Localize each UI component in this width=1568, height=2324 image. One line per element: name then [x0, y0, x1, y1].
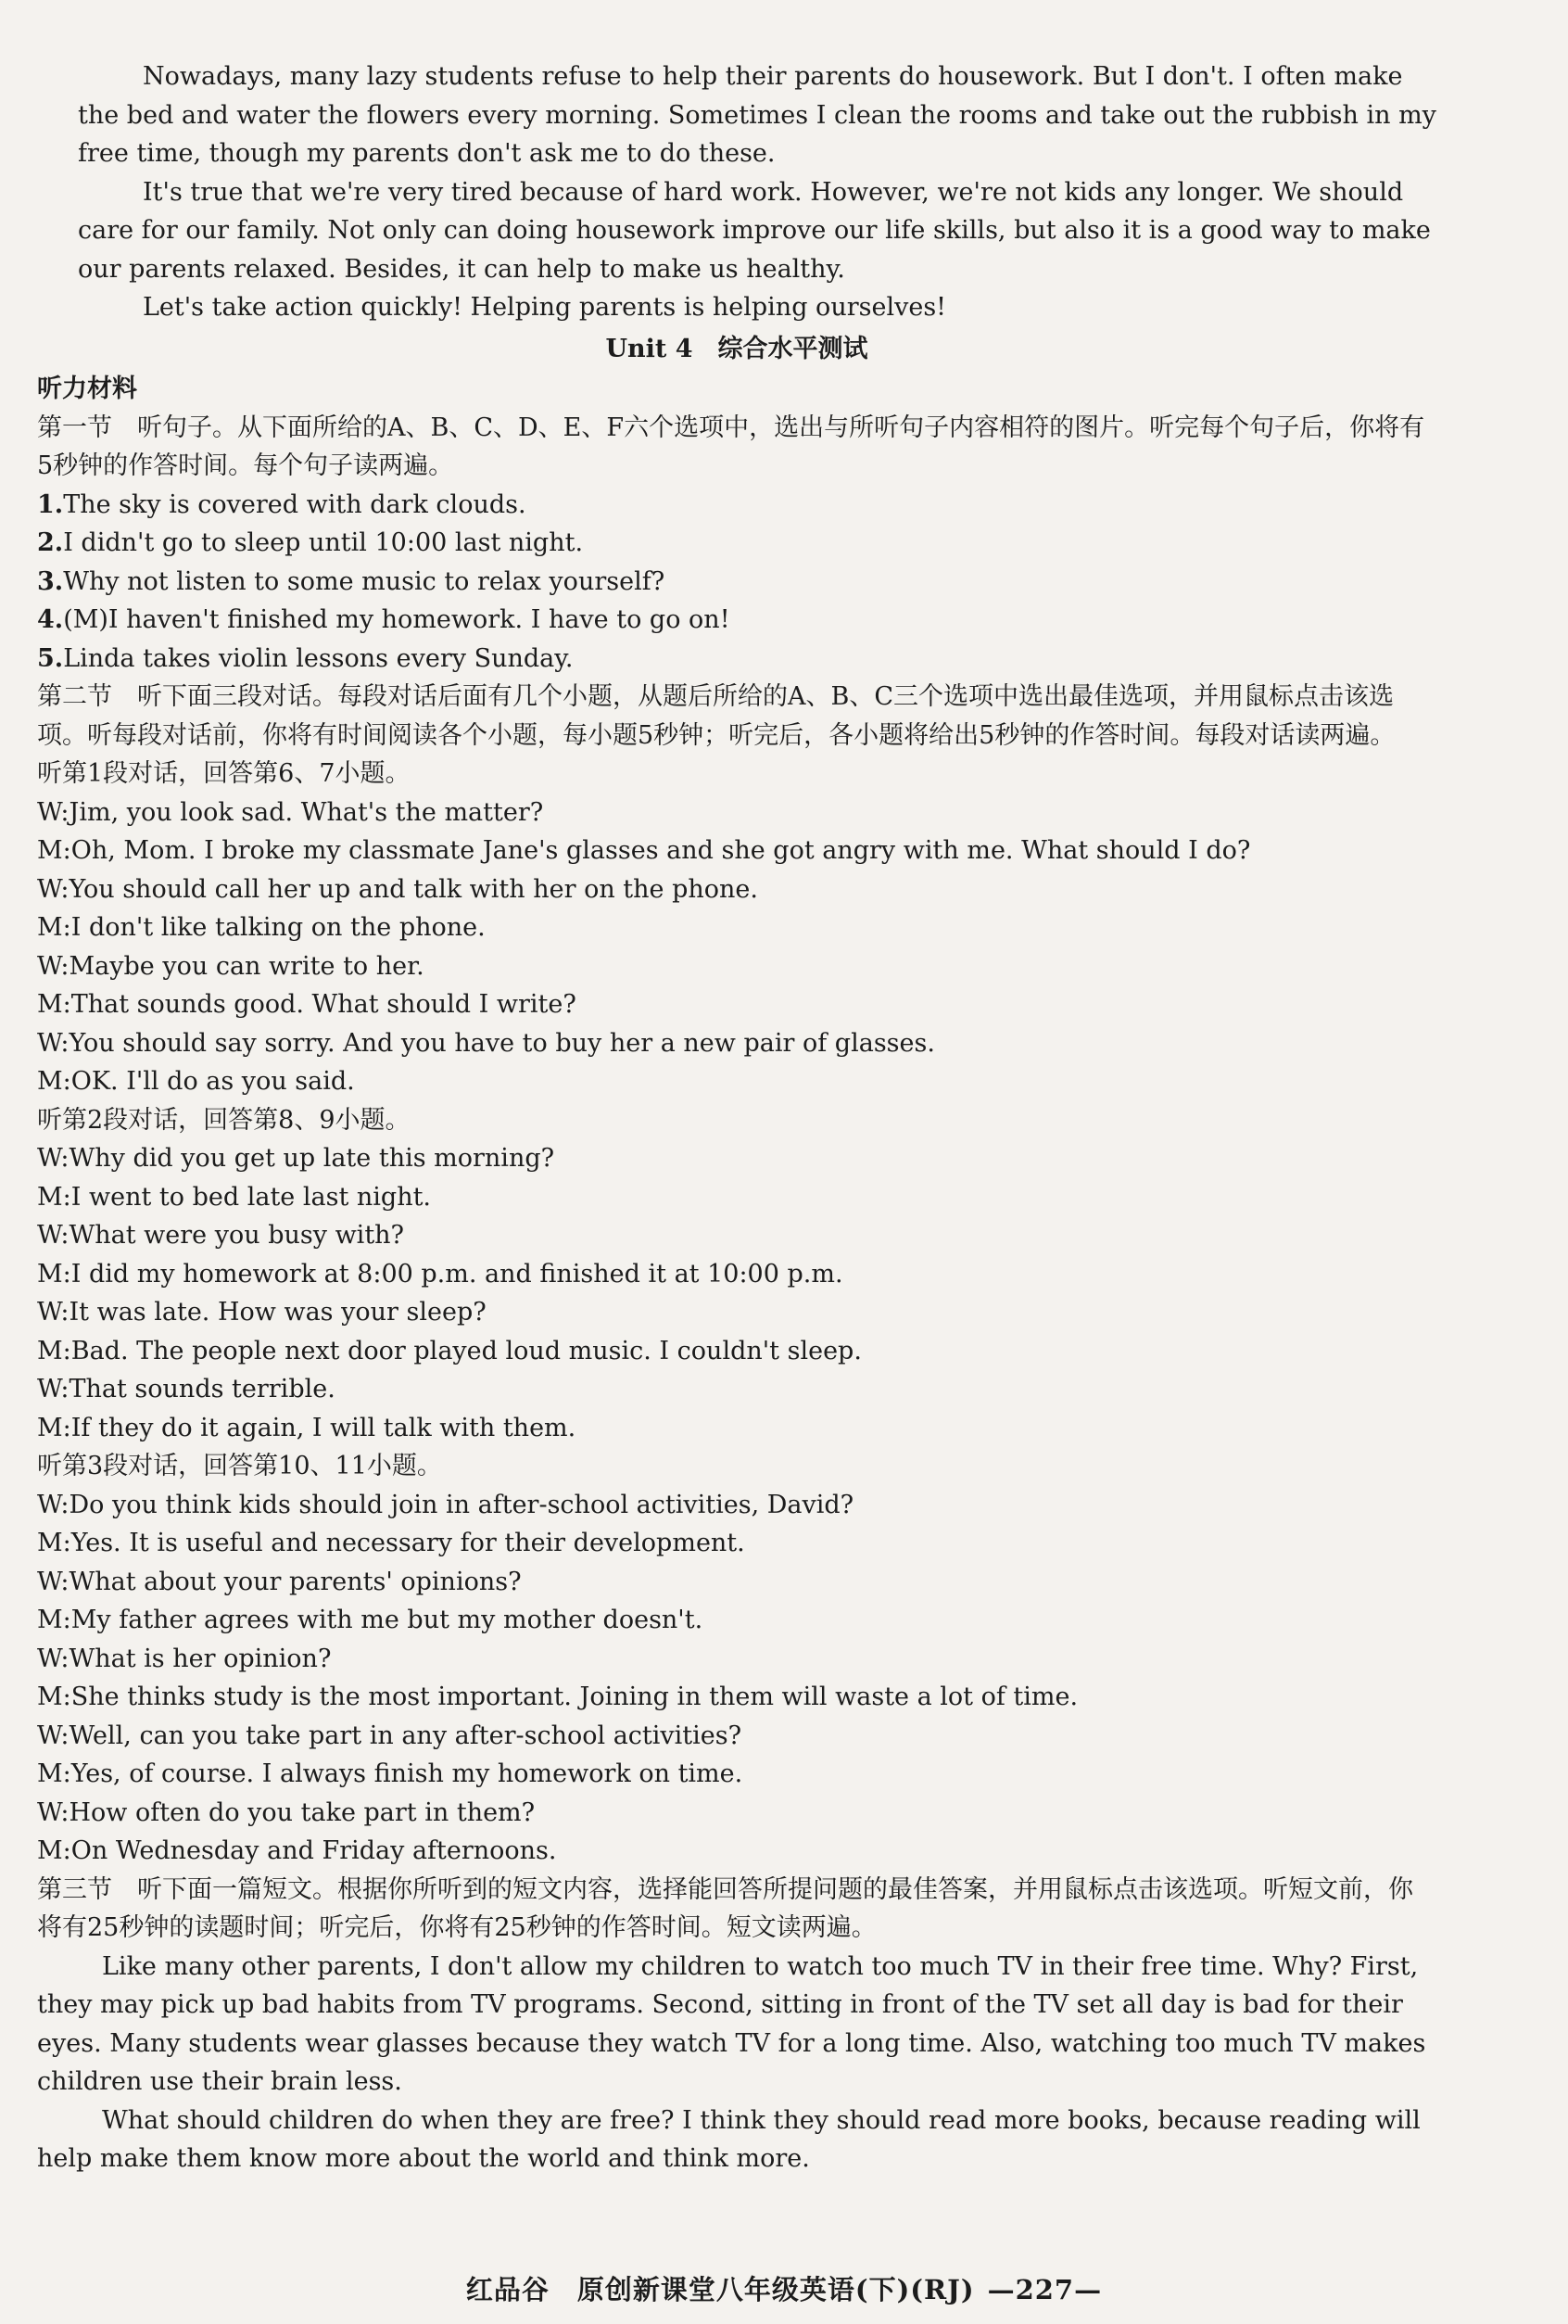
dialogue-line: W:Well, can you take part in any after-school activities?	[37, 1721, 742, 1750]
sentence-item: 5.Linda takes violin lessons every Sunday.	[37, 643, 574, 673]
dialogue-2	[37, 1101, 1436, 1448]
dialogue-line: M:Yes, of course. I always finish my homework on time.	[37, 1759, 743, 1788]
dialogue-line: W:What about your parents' opinions?	[37, 1567, 522, 1596]
essay-paragraph-1: Nowadays, many lazy students refuse to help their parents do housework. But I don't. I often make the bed and water the flowers every morning. Sometimes I clean the rooms and take out the rubbish in my free time, though my parents don't ask me to do these.	[78, 62, 1436, 168]
sentence-item: 4.(M)I haven't finished my homework. I have to go on!	[37, 605, 730, 634]
unit-title: Unit 4 综合水平测试	[605, 334, 868, 363]
page-footer	[0, 2269, 1568, 2307]
passage-paragraph-2: What should children do when they are free? I think they should read more books, because reading will help make them know more about the world and think more.	[37, 2105, 1421, 2173]
dialogue-line: M:Yes. It is useful and necessary for their development.	[37, 1529, 745, 1557]
dialogue-line: W:You should say sorry. And you have to buy her a new pair of glasses.	[37, 1028, 935, 1058]
page-number: —227—	[987, 2274, 1103, 2305]
part2-instruction: 第二节 听下面三段对话。每段对话后面有几个小题，从题后所给的A、B、C三个选项中选出最佳选项，并用鼠标点击该选项。听每段对话前，你将有时间阅读各个小题，每小题5秒钟；听完后，各小题将给出5秒钟的作答时间。每段对话读两遍。	[37, 682, 1396, 750]
dialogue-line: M:That sounds good. What should I write?	[37, 990, 576, 1019]
dialogue-heading: 听第3段对话，回答第10、11小题。	[37, 1452, 442, 1480]
dialogue-line: W:It was late. How was your sleep?	[37, 1298, 487, 1327]
sentence-item: 1.The sky is covered with dark clouds.	[37, 489, 526, 519]
dialogue-heading: 听第2段对话，回答第8、9小题。	[37, 1105, 411, 1135]
dialogue-line: W:Jim, you look sad. What's the matter?	[37, 797, 544, 827]
essay-paragraph-2: It's true that we're very tired because of hard work. However, we're not kids any longer. We should care for our family. Not only can doing housework improve our life skills, but also it is a good way to make our parents relaxed. Besides, it can help to make us healthy.	[78, 177, 1431, 284]
part3-instruction: 第三节 听下面一篇短文。根据你所听到的短文内容，选择能回答所提问题的最佳答案，并用鼠标点击该选项。听短文前，你将有25秒钟的读题时间；听完后，你将有25秒钟的作答时间。短文读两遍。	[37, 1874, 1413, 1942]
dialogue-line: M:I don't like talking on the phone.	[37, 913, 486, 942]
part1-instruction: 第一节 听句子。从下面所给的A、B、C、D、E、F六个选项中，选出与所听句子内容相符的图片。听完每个句子后，你将有5秒钟的作答时间。每个句子读两遍。	[37, 413, 1425, 480]
dialogue-line: M:My father agrees with me but my mother doesn't.	[37, 1606, 703, 1634]
dialogue-heading: 听第1段对话，回答第6、7小题。	[37, 759, 411, 788]
dialogue-3	[37, 1447, 1436, 1871]
dialogue-line: W:That sounds terrible.	[37, 1375, 335, 1403]
dialogue-line: M:OK. I'll do as you said.	[37, 1067, 355, 1096]
dialogue-line: M:I did my homework at 8:00 p.m. and finished it at 10:00 p.m.	[37, 1259, 843, 1289]
dialogue-line: W:You should call her up and talk with her on the phone.	[37, 874, 758, 904]
essay-paragraph-3: Let's take action quickly! Helping parents is helping ourselves!	[143, 293, 947, 322]
dialogue-line: M:If they do it again, I will talk with them.	[37, 1413, 576, 1442]
passage-paragraph-1: Like many other parents, I don't allow my children to watch too much TV in their free time. Why? First, they may pick up bad habits from TV programs. Second, sitting in front of the TV set all day is bad for their eyes. Many students wear glasses because they watch TV for a long time. Also, watching too much TV makes children use their brain less.	[37, 1951, 1426, 2096]
part1-items	[37, 486, 1436, 679]
sentence-item: 3.Why not listen to some music to relax yourself?	[37, 566, 665, 596]
page-content	[37, 57, 1436, 2178]
dialogue-line: W:How often do you take part in them?	[37, 1797, 536, 1827]
dialogue-line: W:What were you busy with?	[37, 1221, 405, 1250]
dialogue-line: W:What is her opinion?	[37, 1644, 332, 1673]
dialogue-line: M:Bad. The people next door played loud music. I couldn't sleep.	[37, 1336, 862, 1365]
section-heading: 听力材料	[37, 374, 137, 403]
dialogue-line: M:She thinks study is the most important. Joining in them will waste a lot of time.	[37, 1683, 1079, 1711]
dialogue-line: M:Oh, Mom. I broke my classmate Jane's glasses and she got angry with me. What should I do?	[37, 836, 1251, 865]
sentence-item: 2.I didn't go to sleep until 10:00 last night.	[37, 528, 584, 557]
dialogue-1	[37, 755, 1436, 1101]
dialogue-line: W:Maybe you can write to her.	[37, 951, 424, 981]
dialogue-line: W:Why did you get up late this morning?	[37, 1144, 555, 1173]
dialogue-line: M:I went to bed late last night.	[37, 1182, 432, 1212]
dialogue-line: W:Do you think kids should join in after-school activities, David?	[37, 1490, 854, 1519]
dialogue-line: M:On Wednesday and Friday afternoons.	[37, 1836, 557, 1865]
essay-block	[37, 57, 1436, 327]
book-title: 红品谷 原创新课堂八年级英语(下)(RJ)	[465, 2274, 975, 2305]
